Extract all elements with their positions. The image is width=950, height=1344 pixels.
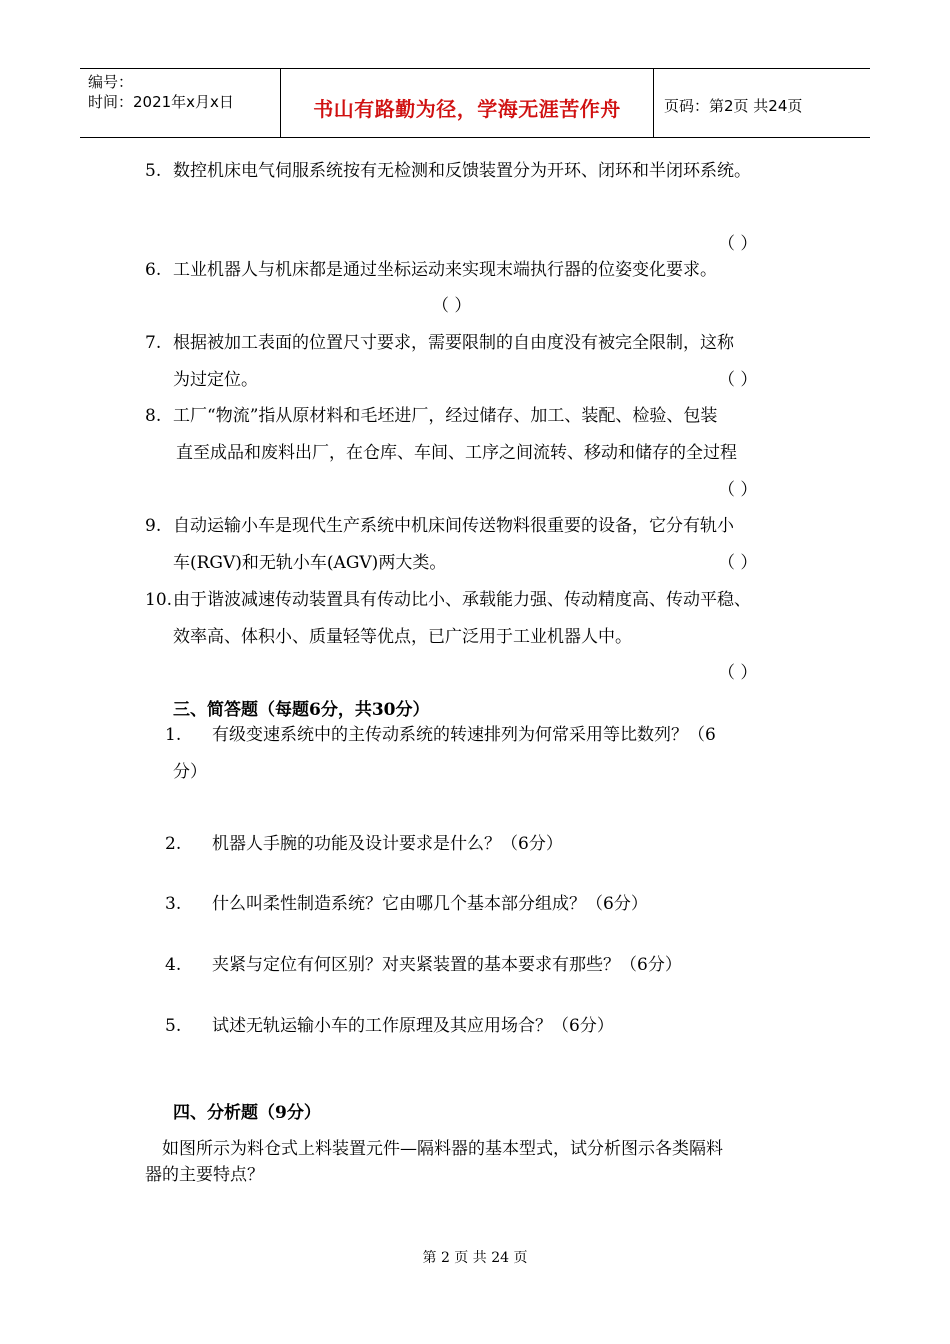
answer-blank: （ ） xyxy=(432,296,472,316)
page-footer: 第 2 页 共 24 页 xyxy=(422,1250,528,1266)
short-answer-number: 5. xyxy=(165,1016,182,1036)
question-text-continued: 效率高、体积小、质量轻等优点，已广泛用于工业机器人中。 xyxy=(173,627,632,647)
document-time-label: 时间：2021年x月x日 xyxy=(88,93,234,111)
answer-blank: （ ） xyxy=(718,234,758,254)
header-motto: 书山有路勤为径，学海无涯苦作舟 xyxy=(313,97,621,121)
question-text-continued: 为过定位。 xyxy=(173,370,258,390)
short-answer-question-continued: 分） xyxy=(173,762,207,782)
short-answer-question: 什么叫柔性制造系统？它由哪几个基本部分组成？（6分） xyxy=(212,894,648,914)
short-answer-question: 有级变速系统中的主传动系统的转速排列为何常采用等比数列？（6 xyxy=(212,725,716,745)
document-number-label: 编号： xyxy=(88,73,134,91)
short-answer-question: 机器人手腕的功能及设计要求是什么？（6分） xyxy=(212,834,563,854)
question-number: 7. xyxy=(145,333,162,353)
question-text: 由于谐波减速传动装置具有传动比小、承载能力强、传动精度高、传动平稳、 xyxy=(173,590,751,610)
answer-blank: （ ） xyxy=(718,553,758,573)
question-number: 9. xyxy=(145,516,162,536)
question-text-continued: 直至成品和废料出厂，在仓库、车间、工序之间流转、移动和储存的全过程 xyxy=(176,443,737,463)
short-answer-question: 夹紧与定位有何区别？对夹紧装置的基本要求有那些？（6分） xyxy=(212,955,682,975)
section-title-analysis: 四、分析题（9分） xyxy=(173,1103,321,1123)
header-center-cell xyxy=(281,69,654,137)
header-table xyxy=(80,68,870,138)
question-text: 数控机床电气伺服系统按有无检测和反馈装置分为开环、闭环和半闭环系统。 xyxy=(173,161,751,181)
question-number: 6. xyxy=(145,260,162,280)
short-answer-question: 试述无轨运输小车的工作原理及其应用场合？（6分） xyxy=(212,1016,614,1036)
question-text: 工厂“物流”指从原材料和毛坯进厂，经过储存、加工、装配、检验、包装 xyxy=(173,406,718,426)
question-number: 10. xyxy=(145,590,173,610)
question-text-continued: 车(RGV)和无轨小车(AGV)两大类。 xyxy=(173,553,447,573)
question-text: 工业机器人与机床都是通过坐标运动来实现末端执行器的位姿变化要求。 xyxy=(173,260,717,280)
analysis-question: 如图所示为料仓式上料装置元件—隔料器的基本型式，试分析图示各类隔料 xyxy=(162,1139,723,1159)
answer-blank: （ ） xyxy=(718,370,758,390)
question-text: 自动运输小车是现代生产系统中机床间传送物料很重要的设备，它分有轨小 xyxy=(173,516,734,536)
answer-blank: （ ） xyxy=(718,480,758,500)
header-right-cell xyxy=(654,69,870,137)
answer-blank: （ ） xyxy=(718,663,758,683)
short-answer-number: 1. xyxy=(165,725,182,745)
header-left-cell xyxy=(80,69,281,137)
header-page-info: 页码：第2页 共24页 xyxy=(664,97,803,115)
analysis-question-continued: 器的主要特点？ xyxy=(145,1165,264,1185)
short-answer-number: 2. xyxy=(165,834,182,854)
section-title-short-answer: 三、简答题（每题6分，共30分） xyxy=(173,700,430,720)
short-answer-number: 4. xyxy=(165,955,182,975)
question-number: 5. xyxy=(145,161,162,181)
question-number: 8. xyxy=(145,406,162,426)
question-text: 根据被加工表面的位置尺寸要求，需要限制的自由度没有被完全限制，这称 xyxy=(173,333,734,353)
short-answer-number: 3. xyxy=(165,894,182,914)
